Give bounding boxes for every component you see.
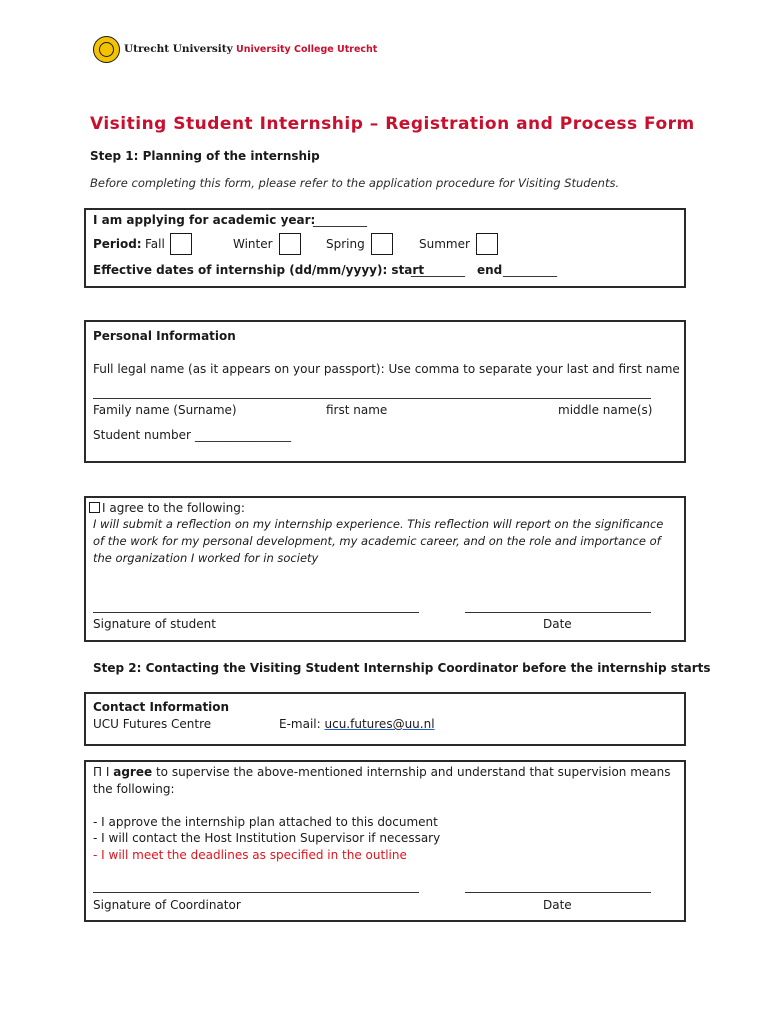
- period-winter-label: Winter: [233, 237, 273, 251]
- email-label: E-mail:: [279, 717, 321, 731]
- coordinator-date-field[interactable]: [465, 892, 651, 893]
- coordinator-agree-checkbox[interactable]: Π: [93, 765, 103, 779]
- period-winter-checkbox[interactable]: [279, 233, 301, 255]
- step2-heading: Step 2: Contacting the Visiting Student Internship Coordinator before the internship starts: [93, 661, 711, 675]
- contact-office: UCU Futures Centre: [93, 717, 212, 731]
- contact-heading: Contact Information: [93, 700, 230, 714]
- student-number-label: Student number: [93, 428, 191, 442]
- university-seal-icon: [93, 36, 120, 63]
- academic-year-field[interactable]: _________: [313, 213, 367, 227]
- university-name: Utrecht University: [124, 43, 233, 55]
- period-summer-checkbox[interactable]: [476, 233, 498, 255]
- academic-year-label: I am applying for academic year:: [93, 213, 316, 227]
- end-date-label: end: [477, 263, 503, 277]
- coordinator-agree-line1: [93, 765, 671, 779]
- coordinator-agree-line2: the following:: [93, 782, 175, 796]
- period-label: Period:: [93, 237, 142, 251]
- student-agree-label: I agree to the following:: [102, 501, 245, 515]
- email-link[interactable]: ucu.futures@uu.nl: [324, 717, 435, 731]
- step1-heading: Step 1: Planning of the internship: [90, 149, 320, 163]
- coordinator-agree-word: agree: [113, 765, 153, 779]
- personal-info-heading: Personal Information: [93, 329, 236, 343]
- student-agree-row: [89, 501, 245, 515]
- student-number-field[interactable]: ________________: [195, 428, 291, 442]
- coordinator-agree-text: to supervise the above-mentioned internship and understand that supervision means: [155, 765, 671, 779]
- coordinator-date-label: Date: [543, 898, 572, 912]
- student-agree-checkbox[interactable]: [89, 502, 100, 513]
- family-name-label: Family name (Surname): [93, 403, 237, 417]
- period-spring-label: Spring: [326, 237, 365, 251]
- name-instruction: Full legal name (as it appears on your passport): Use comma to separate your last and first name: [93, 362, 680, 376]
- middle-name-label: middle name(s): [558, 403, 653, 417]
- college-name: University College Utrecht: [236, 44, 378, 55]
- page-title: Visiting Student Internship – Registration and Process Form: [90, 114, 695, 134]
- first-name-label: first name: [326, 403, 388, 417]
- period-summer-label: Summer: [419, 237, 470, 251]
- student-date-field[interactable]: [465, 612, 651, 613]
- end-date-field[interactable]: _________: [503, 263, 557, 277]
- contact-email-row: [279, 717, 435, 731]
- coordinator-signature-label: Signature of Coordinator: [93, 898, 241, 912]
- student-date-label: Date: [543, 617, 572, 631]
- start-date-field[interactable]: _________: [411, 263, 465, 277]
- student-signature-field[interactable]: [93, 612, 419, 613]
- coordinator-item-2: - I will contact the Host Institution Supervisor if necessary: [93, 831, 441, 845]
- coordinator-item-1: - I approve the internship plan attached to this document: [93, 815, 438, 829]
- coordinator-i-text: I: [105, 765, 110, 779]
- dates-label: Effective dates of internship (dd/mm/yyyy): start: [93, 263, 425, 277]
- coordinator-signature-field[interactable]: [93, 892, 419, 893]
- period-fall-label: Fall: [145, 237, 165, 251]
- period-fall-checkbox[interactable]: [170, 233, 192, 255]
- student-signature-label: Signature of student: [93, 617, 216, 631]
- coordinator-item-3: - I will meet the deadlines as specified in the outline: [93, 848, 407, 862]
- step1-intro: Before completing this form, please refer to the application procedure for Visiting Students.: [90, 176, 620, 190]
- period-spring-checkbox[interactable]: [371, 233, 393, 255]
- full-name-field[interactable]: [93, 398, 651, 399]
- reflection-statement: I will submit a reflection on my internship experience. This reflection will report on the significance of the work for my personal development, my academic career, and on the role and importance of the organization I worked for in society: [93, 517, 664, 565]
